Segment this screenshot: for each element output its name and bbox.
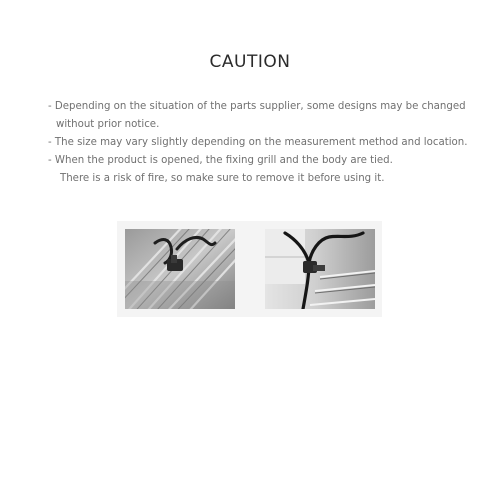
grill-tie-photo-1 bbox=[125, 229, 235, 309]
note-line: There is a risk of fire, so make sure to remove it before using it. bbox=[60, 173, 385, 184]
note-line: - Depending on the situation of the parts supplier, some designs may be changed bbox=[48, 101, 466, 112]
grill-tie-photo-2 bbox=[265, 229, 375, 309]
note-line: - The size may vary slightly depending on the measurement method and location. bbox=[48, 137, 468, 148]
caution-notes bbox=[48, 98, 468, 188]
note-line: - When the product is opened, the fixing grill and the body are tied. bbox=[48, 155, 393, 166]
photo-panel bbox=[117, 221, 382, 317]
grill-tie-photo-1-image bbox=[125, 229, 235, 309]
note-line: without prior notice. bbox=[56, 119, 160, 130]
caution-title: CAUTION bbox=[209, 52, 291, 72]
grill-tie-photo-2-image bbox=[265, 229, 375, 309]
